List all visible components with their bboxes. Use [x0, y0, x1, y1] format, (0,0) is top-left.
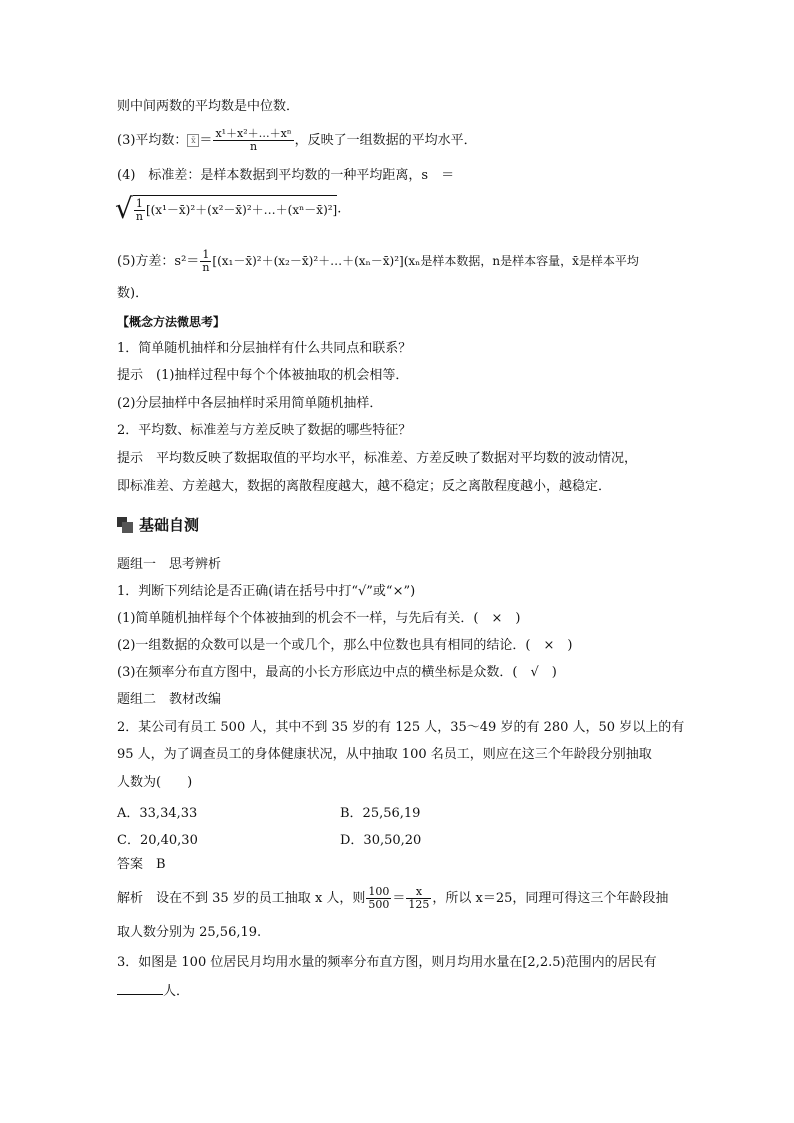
hint-2a: 提示 平均数反映了数据取值的平均水平，标准差、方差反映了数据对平均数的波动情况，	[117, 451, 638, 466]
mean-fraction	[213, 128, 293, 153]
fraction-numerator: 1	[134, 198, 145, 211]
fraction-denominator: n	[202, 261, 210, 274]
mean-formula: (3)平均数： x̄ ＝ $\frac{\text{x¹＋x²＋…＋xⁿ}}{n}$ ，反映了一组数据的平均水平．	[117, 127, 477, 153]
mean-tail: ，反映了一组数据的平均水平．	[294, 133, 477, 148]
text-line: 数)．	[117, 286, 149, 301]
problem-1b: (2)一组数据的众数可以是一个或几个，那么中位数也具有相同的结论．( × )	[117, 638, 573, 653]
variance-label: (5)方差：s²＝	[117, 254, 200, 269]
fraction-denominator: n	[135, 210, 143, 223]
solution-fraction-1	[366, 886, 391, 911]
fraction-denominator: 125	[408, 898, 430, 911]
section-heading	[117, 514, 199, 535]
equals-sign: ＝	[392, 891, 406, 906]
question-1: 1．简单随机抽样和分层抽样有什么共同点和联系？	[117, 341, 412, 356]
solution-line-2: 取人数分别为 25,56,19.	[117, 925, 262, 940]
question-2: 2．平均数、标准差与方差反映了数据的哪些特征？	[117, 423, 412, 438]
std-formula	[115, 192, 342, 225]
problem-2a: 2．某公司有员工 500 人，其中不到 35 岁的有 125 人，35～49 岁的有 280 人，50 岁以上的有	[117, 720, 685, 735]
problem-3-end: 人．	[163, 984, 190, 999]
group-1-title: 题组一 思考辨析	[117, 557, 222, 572]
fraction-numerator: 100	[368, 885, 390, 898]
hint-1b: (2)分层抽样中各层抽样时采用简单随机抽样．	[117, 396, 383, 411]
option-a: A．33,34,33	[117, 806, 198, 821]
problem-1a: (1)简单随机抽样每个个体被抽到的机会不一样，与先后有关．( × )	[117, 611, 521, 626]
solution-fraction-2	[406, 886, 431, 911]
group-2-title: 题组二 教材改编	[117, 692, 222, 707]
answer: 答案 B	[117, 857, 166, 872]
sqrt-expression	[115, 192, 338, 225]
std-label-line: (4) 标准差：是样本数据到平均数的一种平均距离，s ＝	[117, 168, 455, 183]
solution-tail: ，所以 x＝25，同理可得这三个年龄段抽	[432, 891, 669, 906]
sqrt-icon: √	[115, 192, 133, 225]
problem-1c: (3)在频率分布直方图中，最高的小长方形底边中点的横坐标是众数．( √ )	[117, 665, 557, 680]
solution-line-1	[117, 886, 668, 911]
fraction-denominator: 500	[368, 898, 390, 911]
variance-formula	[117, 249, 639, 274]
variance-body: [(x₁－x̄)²＋(x₂－x̄)²＋…＋(xₙ－x̄)²](xₙ是样本数据，n是样本容量，x̄是样本平均	[212, 254, 639, 268]
text-line: 则中间两数的平均数是中位数．	[117, 99, 300, 114]
problem-1: 1．判断下列结论是否正确(请在括号中打“√”或“×”)	[117, 584, 416, 599]
hint-1a: 提示 (1)抽样过程中每个个体被抽取的机会相等．	[117, 368, 409, 383]
answer-blank[interactable]	[117, 982, 163, 995]
solution-text: 解析 设在不到 35 岁的员工抽取 x 人，则	[117, 891, 366, 906]
option-c: C．20,40,30	[117, 833, 198, 848]
fraction-denominator: n	[249, 140, 258, 153]
sqrt-body	[133, 195, 337, 223]
variance-fraction	[200, 249, 211, 274]
hint-2b: 即标准差、方差越大，数据的离散程度越大，越不稳定；反之离散程度越小，越稳定．	[117, 479, 612, 494]
problem-3b	[117, 982, 189, 1001]
square-badge-icon	[117, 517, 133, 533]
problem-2b: 95 人，为了调查员工的身体健康状况，从中抽取 100 名员工，则应在这三个年龄段分别抽取	[117, 747, 652, 762]
fraction-numerator: x	[406, 886, 431, 899]
std-body: [(x¹－x̄)²＋(x²－x̄)²＋…＋(xⁿ－x̄)²]	[145, 203, 338, 217]
std-fraction	[134, 198, 145, 223]
concept-heading: 【概念方法微思考】	[117, 315, 226, 329]
option-d: D．30,50,20	[340, 833, 422, 848]
section-title: 基础自测	[139, 516, 200, 534]
std-end: .	[337, 201, 342, 217]
option-b: B．25,56,19	[340, 806, 421, 821]
fraction-numerator: x¹＋x²＋…＋xⁿ	[215, 127, 292, 140]
mean-label: (3)平均数：	[117, 133, 188, 148]
fraction-numerator: 1	[200, 249, 211, 262]
x-bar-symbol: x̄	[187, 134, 199, 147]
problem-3a: 3．如图是 100 位居民月均用水量的频率分布直方图，则月均用水量在[2,2.5)范围内的居民有	[117, 955, 657, 970]
problem-2c: 人数为( )	[117, 775, 193, 790]
